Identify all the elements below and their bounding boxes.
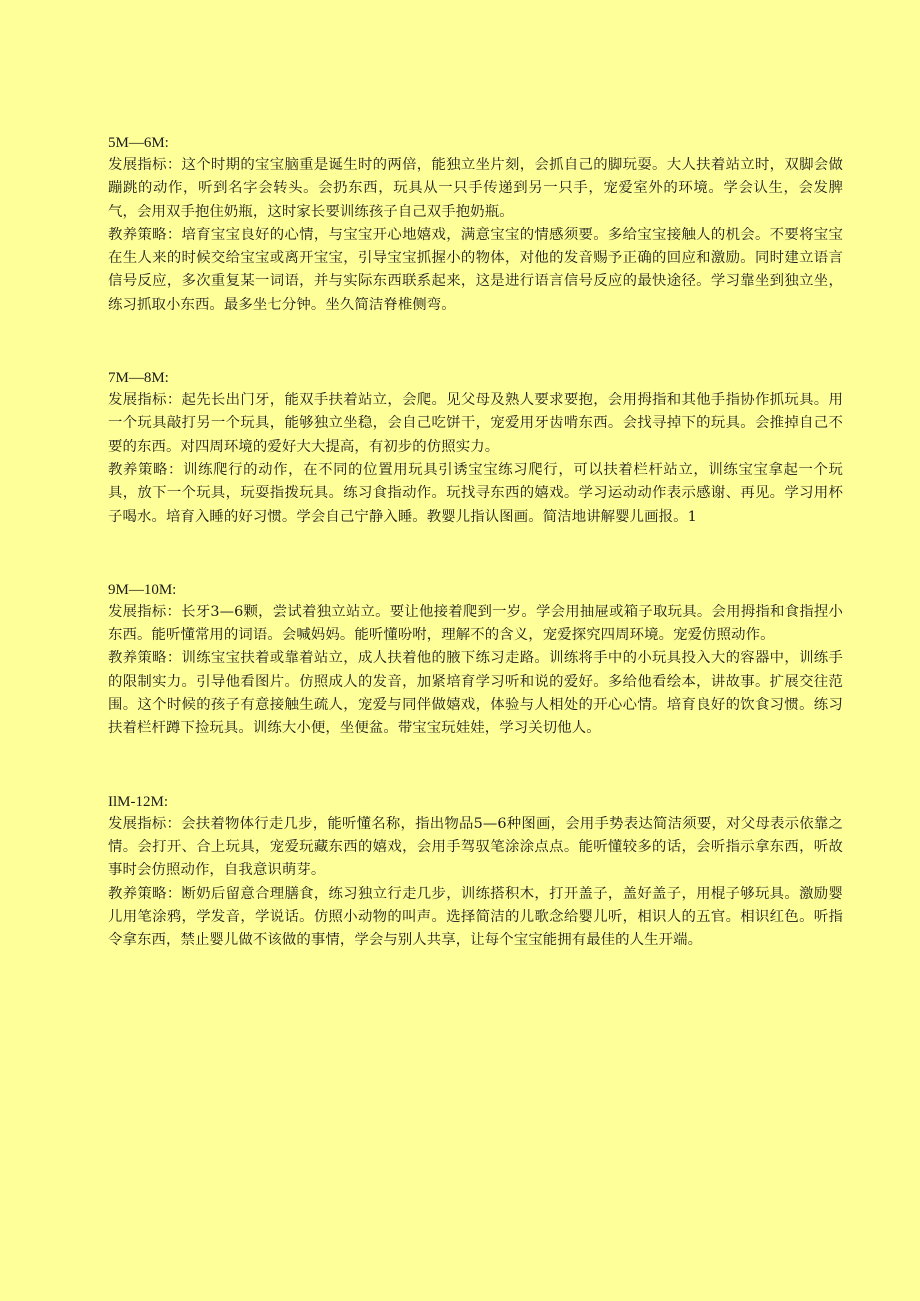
section-5m-6m	[108, 133, 843, 317]
parenting-strategy: 教养策略：断奶后留意合理膳食，练习独立行走几步，训练搭积木，打开盖子，盖好盖子，用棍子够玩具。激励婴儿用笔涂鸦，学发音，学说话。仿照小动物的叫声。选择简洁的儿歌念给婴儿听，相识人的五官。相识红色。听指令拿东西，禁止婴儿做不该做的事情，学会与别人共享，让每个宝宝能拥有最佳的人生开端。	[108, 885, 843, 949]
section-heading: IlM-12M:	[108, 793, 168, 810]
section-heading: 7M—8M:	[108, 370, 169, 387]
development-indicators: 发展指标：长牙3—6颗，尝试着独立站立。要让他接着爬到一岁。学会用抽屉或箱子取玩具。会用拇指和食指捏小东西。能听懂常用的词语。会喊妈妈。能听懂吩咐，理解不的含义，宠爱探究四周环境。宠爱仿照动作。	[108, 603, 843, 644]
development-indicators: 发展指标：会扶着物体行走几步，能听懂名称，指出物品5—6种图画，会用手势表达简洁须要，对父母表示依靠之情。会打开、合上玩具，宠爱玩藏东西的嬉戏，会用手驾驭笔涂涂点点。能听懂较多的话，会听指示拿东西，听故事时会仿照动作，自我意识萌芽。	[108, 815, 843, 879]
development-indicators: 发展指标：起先长出门牙，能双手扶着站立，会爬。见父母及熟人要求要抱，会用拇指和其他手指协作抓玩具。用一个玩具敲打另一个玩具，能够独立坐稳，会自己吃饼干，宠爱用牙齿啃东西。会找寻掉下的玩具。会推掉自己不要的东西。对四周环境的爱好大大提高，有初步的仿照实力。	[108, 392, 843, 455]
section-heading: 9M—10M:	[108, 581, 177, 598]
section-11m-12m	[108, 792, 843, 953]
parenting-strategy: 教养策略：训练宝宝扶着或靠着站立，成人扶着他的腋下练习走路。训练将手中的小玩具投入大的容器中，训练手的限制实力。引导他看图片。仿照成人的发音，加紧培育学习听和说的爱好。多给他看绘本，讲故事。扩展交往范围。这个时候的孩子有意接触生疏人，宠爱与同伴做嬉戏，体验与人相处的开心心情。培育良好的饮食习惯。练习扶着栏杆蹲下捡玩具。训练大小便，坐便盆。带宝宝玩娃娃，学习关切他人。	[108, 650, 843, 737]
document-body	[108, 133, 843, 952]
parenting-strategy: 教养策略：培育宝宝良好的心情，与宝宝开心地嬉戏，满意宝宝的情感须要。多给宝宝接触人的机会。不要将宝宝在生人来的时候交给宝宝或离开宝宝，引导宝宝抓握小的物体，对他的发音赐予正确的回应和激励。同时建立语言信号反应，多次重复某一词语，并与实际东西联系起来，这是进行语言信号反应的最快途径。学习靠坐到独立坐，练习抓取小东西。最多坐七分钟。坐久简洁脊椎侧弯。	[108, 226, 843, 313]
development-indicators: 发展指标：这个时期的宝宝脑重是诞生时的两倍，能独立坐片刻，会抓自己的脚玩耍。大人扶着站立时，双脚会做蹦跳的动作，听到名字会转头。会扔东西，玩具从一只手传递到另一只手，宠爱室外的环境。学会认生，会发脾气，会用双手抱住奶瓶，这时家长要训练孩子自己双手抱奶瓶。	[108, 157, 843, 220]
section-heading: 5M—6M:	[108, 135, 169, 151]
section-9m-10m	[108, 580, 843, 741]
section-7m-8m	[108, 368, 843, 529]
parenting-strategy: 教养策略：训练爬行的动作，在不同的位置用玩具引诱宝宝练习爬行，可以扶着栏杆站立，训练宝宝拿起一个玩具，放下一个玩具，玩耍指拨玩具。练习食指动作。玩找寻东西的嬉戏。学习运动动作表示感谢、再见。学习用杯子喝水。培育入睡的好习惯。学会自己宁静入睡。教婴儿指认图画。简洁地讲解婴儿画报。1	[108, 461, 843, 525]
